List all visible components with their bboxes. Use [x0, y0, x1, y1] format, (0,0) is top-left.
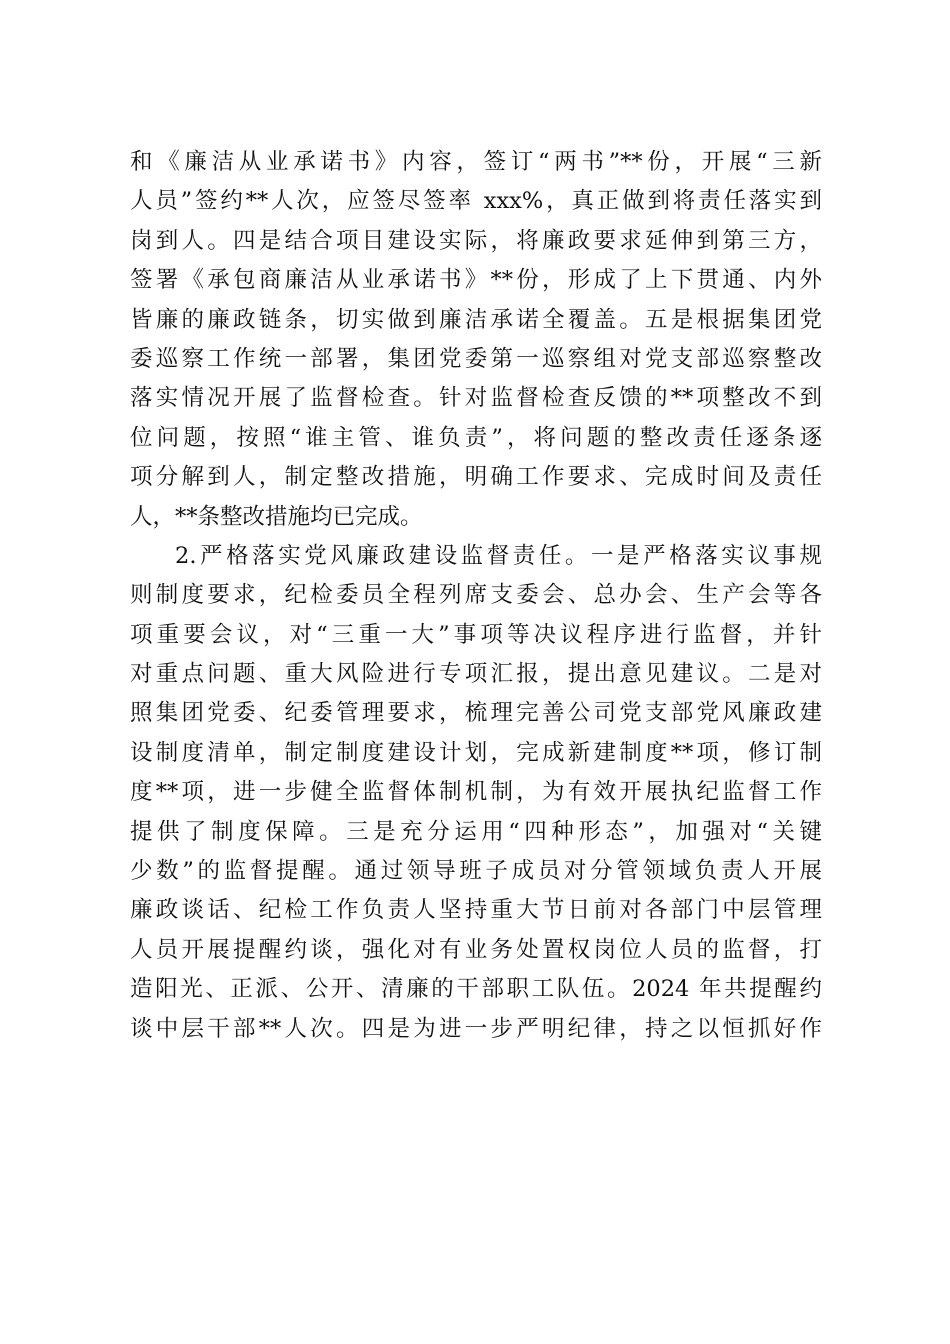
text-line: 岗到人。四是结合项目建设实际，将廉政要求延伸到第三方， [130, 227, 822, 254]
text-line: 照集团党委、纪委管理要求，梳理完善公司党支部党风廉政建 [130, 700, 822, 727]
text-line: 造阳光、正派、公开、清廉的干部职工队伍。2024 年共提醒约 [130, 976, 822, 1003]
text-line: 落实情况开展了监督检查。针对监督检查反馈的**项整改不到 [130, 385, 822, 412]
paragraph-supervision [130, 537, 822, 1049]
paragraph-commitment [130, 143, 822, 537]
text-line: 少数”的监督提醒。通过领导班子成员对分管领域负责人开展 [130, 858, 822, 885]
text-line: 设制度清单，制定制度建设计划，完成新建制度**项，修订制 [130, 739, 822, 766]
text-line: 委巡察工作统一部署，集团党委第一巡察组对党支部巡察整改 [130, 345, 822, 372]
text-line: 位问题，按照“谁主管、谁负责”，将问题的整改责任逐条逐 [130, 424, 822, 451]
text-line: 项重要会议，对“三重一大”事项等决议程序进行监督，并针 [130, 621, 822, 648]
text-line: 廉政谈话、纪检工作负责人坚持重大节日前对各部门中层管理 [130, 897, 822, 924]
text-line: 对重点问题、重大风险进行专项汇报，提出意见建议。二是对 [130, 661, 822, 688]
text-line: 人员”签约**人次，应签尽签率 xxx%，真正做到将责任落实到 [130, 188, 822, 215]
text-line: 提供了制度保障。三是充分运用“四种形态”，加强对“关键 [130, 818, 822, 845]
text-line: 和《廉洁从业承诺书》内容，签订“两书”**份，开展“三新 [130, 149, 822, 175]
text-line: 度**项，进一步健全监督体制机制，为有效开展执纪监督工作 [130, 779, 822, 806]
text-line: 则制度要求，纪检委员全程列席支委会、总办会、生产会等各 [130, 582, 822, 609]
text-line: 项分解到人，制定整改措施，明确工作要求、完成时间及责任 [130, 464, 822, 491]
text-line: 人，**条整改措施均已完成。 [130, 503, 423, 530]
text-line: 签署《承包商廉洁从业承诺书》**份，形成了上下贯通、内外 [130, 267, 822, 294]
text-line: 谈中层干部**人次。四是为进一步严明纪律，持之以恒抓好作 [130, 1015, 822, 1042]
text-line: 2.严格落实党风廉政建设监督责任。一是严格落实议事规 [175, 542, 822, 569]
text-line: 皆廉的廉政链条，切实做到廉洁承诺全覆盖。五是根据集团党 [130, 306, 822, 333]
document-body [130, 143, 822, 1049]
text-line: 人员开展提醒约谈，强化对有业务处置权岗位人员的监督，打 [130, 936, 822, 963]
